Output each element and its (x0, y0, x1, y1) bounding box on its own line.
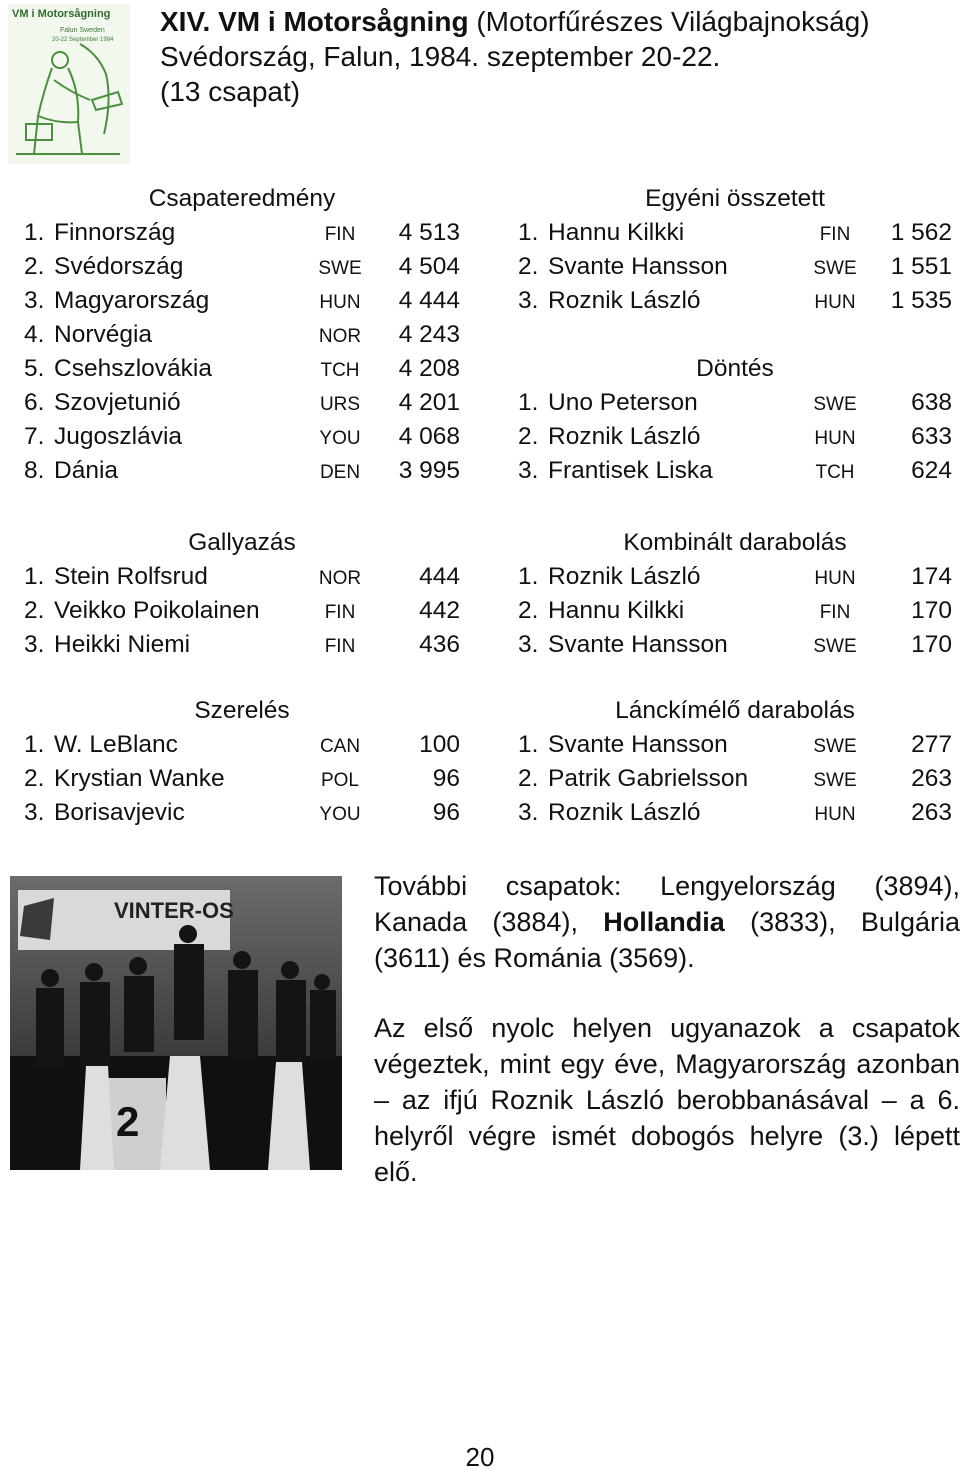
result-name: Uno Peterson (548, 389, 698, 416)
result-score: 263 (911, 799, 952, 826)
result-rank: 6. (24, 389, 45, 416)
result-score: 624 (911, 457, 952, 484)
result-row (518, 386, 952, 420)
result-country: FIN (324, 636, 356, 657)
result-score: 444 (419, 563, 460, 590)
result-rank: 2. (518, 423, 539, 450)
result-name: Borisavjevic (54, 799, 185, 826)
result-row (518, 762, 952, 796)
result-rank: 3. (518, 457, 539, 484)
result-name: Roznik László (548, 799, 701, 826)
result-rank: 3. (518, 287, 539, 314)
result-name: Roznik László (548, 423, 701, 450)
result-name: Szovjetunió (54, 389, 181, 416)
result-score: 170 (911, 631, 952, 658)
result-score: 4 444 (398, 287, 460, 314)
result-rank: 1. (24, 219, 45, 246)
result-country: SWE (318, 258, 362, 279)
podium-photo-graphic (10, 876, 342, 1170)
team-count: (13 csapat) (160, 76, 301, 107)
section-lanckimelo-darabolas (518, 694, 952, 830)
section-heading: Lánckímélő darabolás (615, 697, 855, 724)
result-country: SWE (813, 770, 857, 791)
result-score: 4 243 (398, 321, 460, 348)
section-heading: Kombinált darabolás (623, 529, 847, 556)
result-rank: 1. (518, 389, 539, 416)
result-name: Svante Hansson (548, 253, 728, 280)
result-score: 100 (419, 731, 460, 758)
result-country: URS (319, 394, 361, 415)
section-kombinalt-darabolas (518, 526, 952, 662)
result-score: 174 (911, 563, 952, 590)
result-row (518, 560, 952, 594)
result-name: Magyarország (54, 287, 210, 314)
event-location-date: Svédország, Falun, 1984. szeptember 20-22. (160, 41, 721, 72)
result-country: TCH (815, 462, 855, 483)
result-country: SWE (813, 394, 857, 415)
result-rank: 3. (24, 287, 45, 314)
result-score: 442 (419, 597, 460, 624)
result-rank: 2. (518, 597, 539, 624)
result-score: 96 (432, 765, 460, 792)
result-rank: 7. (24, 423, 45, 450)
section-heading: Szerelés (194, 697, 290, 724)
result-name: Hannu Kilkki (548, 597, 685, 624)
result-rank: 3. (24, 631, 45, 658)
result-rank: 3. (518, 799, 539, 826)
result-name: Heikki Niemi (54, 631, 191, 658)
result-row (518, 628, 952, 662)
result-country: HUN (814, 568, 856, 589)
section-heading: Egyéni összetett (645, 185, 825, 212)
result-name: Veikko Poikolainen (54, 597, 260, 624)
result-country: YOU (319, 428, 361, 449)
result-name: Roznik László (548, 287, 701, 314)
result-row (24, 796, 460, 830)
photo-banner-text: VINTER-OS (114, 898, 234, 923)
result-rank: 1. (518, 731, 539, 758)
result-score: 4 068 (398, 423, 460, 450)
result-country: YOU (319, 804, 361, 825)
result-name: Jugoszlávia (54, 423, 183, 450)
result-name: Svante Hansson (548, 731, 728, 758)
summary-paragraph: Az első nyolc helyen ugyanazok a csapatok végeztek, mint egy éve, Magyarország azonban – az ifjú Roznik László berobbanásával – a 6. helyről végre ismét dobogós helyre (3.) lépett elő. (374, 1013, 960, 1187)
result-rank: 8. (24, 457, 45, 484)
result-country: TCH (320, 360, 360, 381)
result-name: Csehszlovákia (54, 355, 212, 382)
result-country: FIN (819, 602, 851, 623)
event-logo-graphic (8, 4, 130, 164)
result-score: 3 995 (398, 457, 460, 484)
result-score: 4 513 (398, 219, 460, 246)
result-country: HUN (814, 428, 856, 449)
result-country: CAN (319, 736, 361, 757)
result-row (24, 318, 460, 352)
result-rank: 4. (24, 321, 45, 348)
result-country: HUN (814, 804, 856, 825)
result-country: FIN (819, 224, 851, 245)
result-row (24, 628, 460, 662)
result-rank: 5. (24, 355, 45, 382)
result-name: Svédország (54, 253, 184, 280)
result-score: 638 (911, 389, 952, 416)
result-score: 633 (911, 423, 952, 450)
result-row (518, 796, 952, 830)
result-row (24, 216, 460, 250)
result-country: POL (320, 770, 360, 791)
result-row (24, 250, 460, 284)
result-name: Patrik Gabrielsson (548, 765, 749, 792)
section-dontes (518, 352, 952, 488)
result-row (24, 560, 460, 594)
result-rank: 2. (24, 765, 45, 792)
result-country: HUN (319, 292, 361, 313)
result-score: 436 (419, 631, 460, 658)
section-heading: Csapateredmény (148, 185, 336, 212)
result-name: Svante Hansson (548, 631, 728, 658)
result-country: SWE (813, 636, 857, 657)
result-rank: 3. (518, 631, 539, 658)
result-name: Frantisek Liska (548, 457, 713, 484)
result-row (24, 420, 460, 454)
result-country: HUN (814, 292, 856, 313)
section-heading: Döntés (696, 355, 774, 382)
result-row (518, 216, 952, 250)
result-country: SWE (813, 736, 857, 757)
result-country: FIN (324, 224, 356, 245)
result-score: 277 (911, 731, 952, 758)
result-score: 96 (432, 799, 460, 826)
logo-place: Falun Sweden (60, 27, 105, 34)
section-szereles (24, 694, 460, 830)
result-row (24, 728, 460, 762)
logo-date: 20-22 September 1984 (52, 37, 114, 43)
section-csapateredmeny (24, 182, 460, 488)
result-name: W. LeBlanc (54, 731, 178, 758)
logo-title: VM i Motorsågning (12, 8, 111, 20)
result-rank: 1. (518, 219, 539, 246)
result-row (24, 352, 460, 386)
result-name: Stein Rolfsrud (54, 563, 208, 590)
result-name: Roznik László (548, 563, 701, 590)
result-rank: 2. (24, 253, 45, 280)
other-teams-paragraph (374, 868, 960, 976)
other-teams-text-start: További csapatok: Lengyelország (3894), Kanada (3884), (374, 871, 960, 937)
result-rank: 2. (518, 253, 539, 280)
result-row (518, 250, 952, 284)
result-score: 1 551 (890, 253, 952, 280)
result-country: FIN (324, 602, 356, 623)
result-row (518, 728, 952, 762)
result-score: 4 504 (398, 253, 460, 280)
event-logo (8, 4, 130, 164)
result-row (24, 284, 460, 318)
result-name: Norvégia (54, 321, 153, 348)
event-title: XIV. VM i Motorsågning (160, 6, 469, 37)
section-gallyazas (24, 526, 460, 662)
title-line-1 (160, 4, 950, 39)
result-score: 4 208 (398, 355, 460, 382)
result-country: DEN (319, 462, 361, 483)
result-name: Finnország (54, 219, 176, 246)
result-rank: 1. (24, 731, 45, 758)
result-name: Hannu Kilkki (548, 219, 685, 246)
page-number: 20 (465, 1442, 495, 1472)
result-score: 170 (911, 597, 952, 624)
result-rank: 2. (518, 765, 539, 792)
result-country: NOR (318, 326, 362, 347)
result-country: NOR (318, 568, 362, 589)
section-heading: Gallyazás (188, 529, 296, 556)
result-row (518, 420, 952, 454)
result-score: 263 (911, 765, 952, 792)
result-rank: 3. (24, 799, 45, 826)
result-rank: 1. (24, 563, 45, 590)
podium-number: 2 (116, 1098, 140, 1145)
result-row (518, 454, 952, 488)
result-score: 1 535 (890, 287, 952, 314)
result-score: 1 562 (890, 219, 952, 246)
page-header (160, 4, 950, 109)
result-score: 4 201 (398, 389, 460, 416)
result-row (518, 594, 952, 628)
result-row (24, 762, 460, 796)
result-row (24, 386, 460, 420)
result-row (518, 284, 952, 318)
result-row (24, 594, 460, 628)
result-row (24, 454, 460, 488)
section-egyeni-osszetett (518, 182, 952, 318)
podium-photo (10, 876, 342, 1170)
result-country: SWE (813, 258, 857, 279)
result-rank: 1. (518, 563, 539, 590)
other-teams-highlight: Hollandia (603, 907, 725, 937)
result-name: Dánia (54, 457, 119, 484)
result-rank: 2. (24, 597, 45, 624)
other-teams-text-end: (3833), Bulgária (3611) és Románia (3569). (374, 907, 960, 973)
result-name: Krystian Wanke (54, 765, 225, 792)
event-title-subtitle: (Motorfűrészes Világbajnokság) (468, 6, 870, 37)
